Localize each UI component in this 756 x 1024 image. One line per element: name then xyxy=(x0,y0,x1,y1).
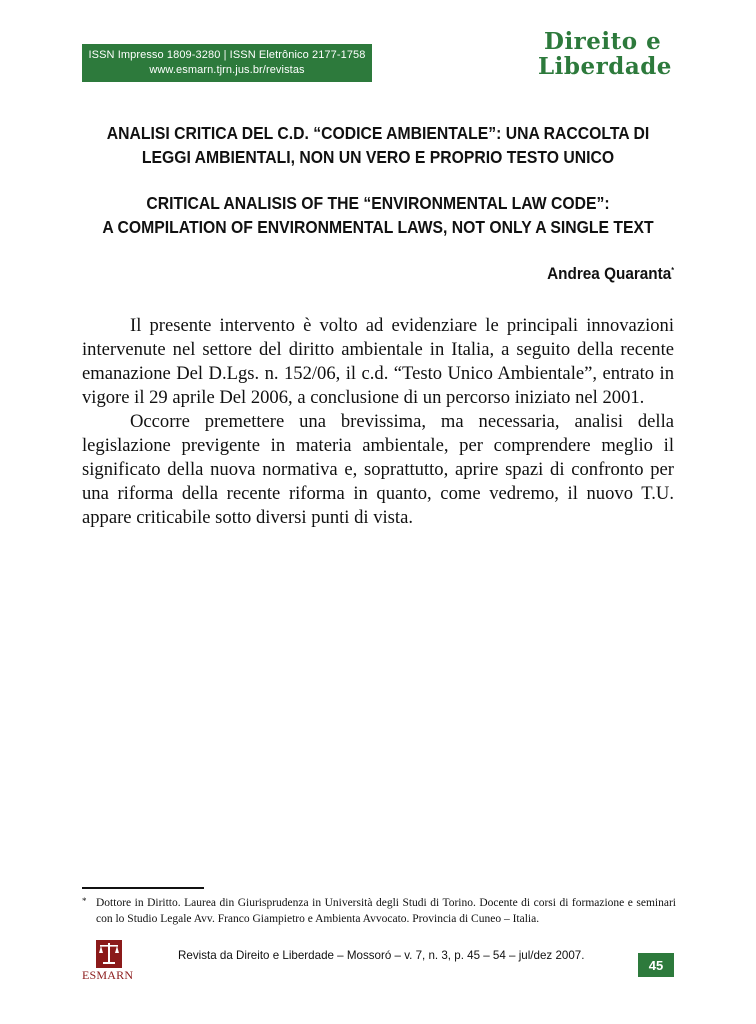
footnote-divider xyxy=(82,887,204,889)
journal-url: www.esmarn.tjrn.jus.br/revistas xyxy=(149,64,305,76)
issn-text: ISSN Impresso 1809-3280 | ISSN Eletrônico 2177-1758 xyxy=(88,49,366,61)
footnote-text: Dottore in Diritto. Laurea din Giurisprudenza in Università degli Studi di Torino. Docente di corsi di formazione e seminari con lo Studio Legale Avv. Franco Giampietro e Ambienta Avvocato. Provincia di Cuneo – Italia. xyxy=(96,897,676,925)
journal-citation: Revista da Direito e Liberdade – Mossoró – v. 7, n. 3, p. 45 – 54 – jul/dez 2007. xyxy=(178,949,585,962)
journal-logo xyxy=(538,26,678,86)
esmarn-logo xyxy=(82,940,142,986)
title-english-line2: A COMPILATION OF ENVIRONMENTAL LAWS, NOT ONLY A SINGLE TEXT xyxy=(102,217,654,237)
title-english xyxy=(92,191,664,239)
author-footnote-mark: * xyxy=(671,266,674,275)
title-italian-line1: ANALISI CRITICA DEL C.D. “CODICE AMBIENTALE”: UNA RACCOLTA DI xyxy=(106,123,650,143)
title-english-line1: CRITICAL ANALISIS OF THE “ENVIRONMENTAL LAW CODE”: xyxy=(146,193,610,213)
journal-logo-line1: Direito e xyxy=(544,28,662,55)
footnote xyxy=(82,895,676,927)
paragraph-1: Il presente intervento è volto ad evidenziare le principali innovazioni intervenute nel settore del diritto ambientale in Italia, a seguito della recente emanazione Del D.Lgs. n. 152/06, il c.d. “Testo Unico Ambientale”, entrato in vigore il 29 aprile Del 2006, a conclusione di un percorso iniziato nel 2001. xyxy=(82,315,674,408)
author-name-text: Andrea Quaranta xyxy=(547,264,672,283)
author-name xyxy=(547,264,674,284)
scales-of-justice-icon xyxy=(96,940,122,968)
journal-logo-line2: Liberdade xyxy=(538,53,672,80)
esmarn-logo-name: ESMARN xyxy=(82,968,134,982)
footnote-mark: * xyxy=(82,896,87,906)
paragraph-2: Occorre premettere una brevissima, ma necessaria, analisi della legislazione previgente in materia ambientale, per comprendere meglio il significato della nuova normativa e, soprattutto, aprire spazi di confronto per una riforma della recente riforma in quanto, come vedremo, il nuovo T.U. appare criticabile sotto diversi punti di vista. xyxy=(82,411,674,528)
title-italian xyxy=(92,121,664,169)
article-body xyxy=(82,314,674,530)
title-italian-line2: LEGGI AMBIENTALI, NON UN VERO E PROPRIO TESTO UNICO xyxy=(141,147,615,167)
page-number: 45 xyxy=(638,953,674,977)
issn-banner xyxy=(82,44,372,82)
